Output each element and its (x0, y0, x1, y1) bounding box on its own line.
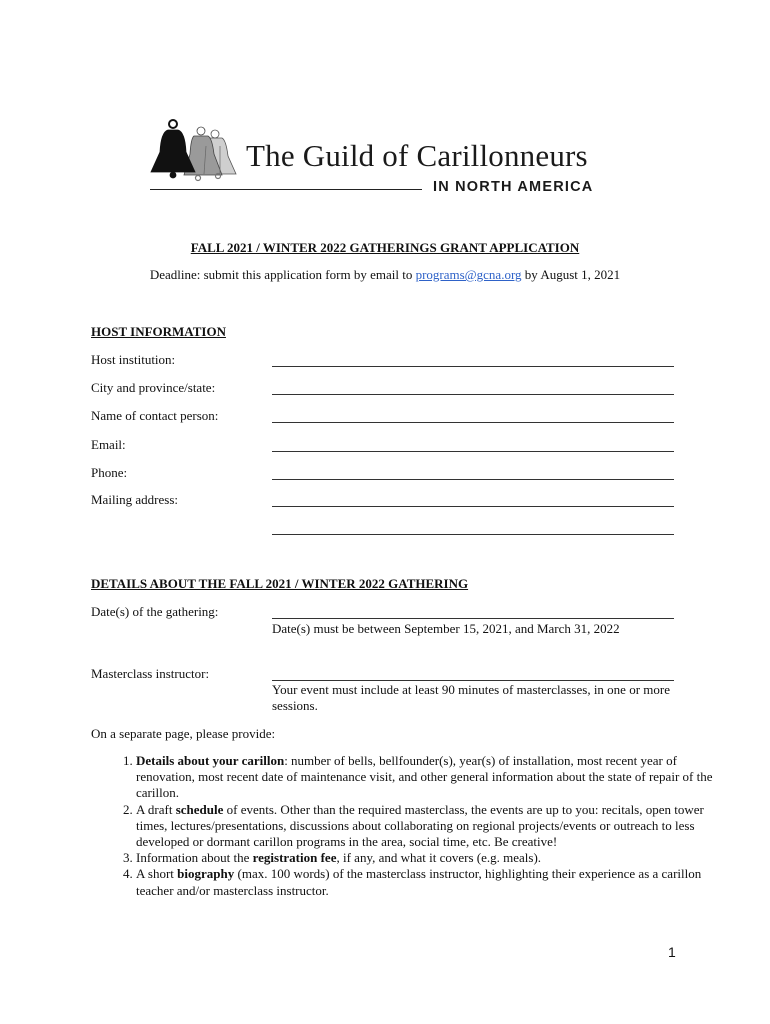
item-bold: registration fee (252, 850, 337, 866)
page-number: 1 (668, 944, 676, 960)
mailing-address-field[interactable] (272, 506, 674, 507)
contact-person-field[interactable] (272, 422, 674, 423)
document-title: FALL 2021 / WINTER 2022 GATHERINGS GRANT APPLICATION (190, 240, 580, 255)
requirements-list (91, 753, 736, 899)
phone-field[interactable] (272, 479, 674, 480)
guild-logo (148, 118, 628, 198)
logo-subtitle: IN NORTH AMERICA (433, 179, 594, 195)
item-text: : number of bells, bellfounder(s), year(s) of installation, most recent year of renovation, most recent date of maintenance visit, and other general information about the state of repair of the carillon. (136, 753, 713, 801)
email-label: Email: (91, 437, 126, 452)
item-bold: biography (177, 866, 235, 882)
gathering-dates-field[interactable] (272, 618, 674, 619)
item-text: , if any, and what it covers (e.g. meals). (336, 850, 542, 866)
item-text: of events. Other than the required masterclass, the events are up to you: recitals, open tower times, lectures/presentations, discussions about collaborating on regional projects/events or outreach to less developed or dormant carillon programs in the area, social time, etc. Be creative! (136, 801, 704, 850)
item-text: Information about the (136, 850, 253, 866)
phone-label: Phone: (91, 465, 128, 480)
host-institution-field[interactable] (272, 366, 674, 367)
item-text: A short (136, 866, 178, 882)
list-item (136, 866, 736, 898)
gathering-dates-note: Date(s) must be between September 15, 2021, and March 31, 2022 (272, 621, 620, 636)
mailing-address-label: Mailing address: (91, 492, 179, 507)
gathering-dates-label: Date(s) of the gathering: (91, 604, 219, 619)
email-field[interactable] (272, 451, 674, 452)
list-item (136, 802, 736, 851)
item-text: A draft (136, 801, 176, 817)
host-institution-label: Host institution: (91, 352, 176, 367)
masterclass-instructor-note: Your event must include at least 90 minutes of masterclasses, in one or more sessions. (272, 682, 670, 713)
city-province-label: City and province/state: (91, 380, 216, 395)
gathering-details-heading: DETAILS ABOUT THE FALL 2021 / WINTER 2022 GATHERING (91, 576, 469, 591)
list-item (136, 753, 736, 802)
host-information-heading: HOST INFORMATION (91, 324, 226, 339)
masterclass-instructor-field[interactable] (272, 680, 674, 681)
programs-email-link[interactable]: programs@gcna.org (415, 267, 522, 282)
item-bold: schedule (175, 801, 224, 817)
list-item (136, 850, 736, 866)
logo-rule (150, 189, 422, 190)
masterclass-instructor-label: Masterclass instructor: (91, 666, 210, 681)
city-province-field[interactable] (272, 394, 674, 395)
deadline-suffix: by August 1, 2021 (521, 267, 621, 282)
bells-icon (148, 118, 248, 184)
separate-page-intro: On a separate page, please provide: (91, 726, 276, 741)
deadline-prefix: Deadline: submit this application form by email to (149, 267, 416, 282)
item-bold: Details about your carillon (136, 753, 285, 768)
logo-title: The Guild of Carillonneurs (246, 138, 588, 173)
item-text: (max. 100 words) of the masterclass instructor, highlighting their experience as a carillon teacher and/or masterclass instructor. (136, 866, 702, 898)
mailing-address-field-line2[interactable] (272, 534, 674, 535)
deadline-line (0, 267, 770, 283)
contact-person-label: Name of contact person: (91, 408, 219, 423)
